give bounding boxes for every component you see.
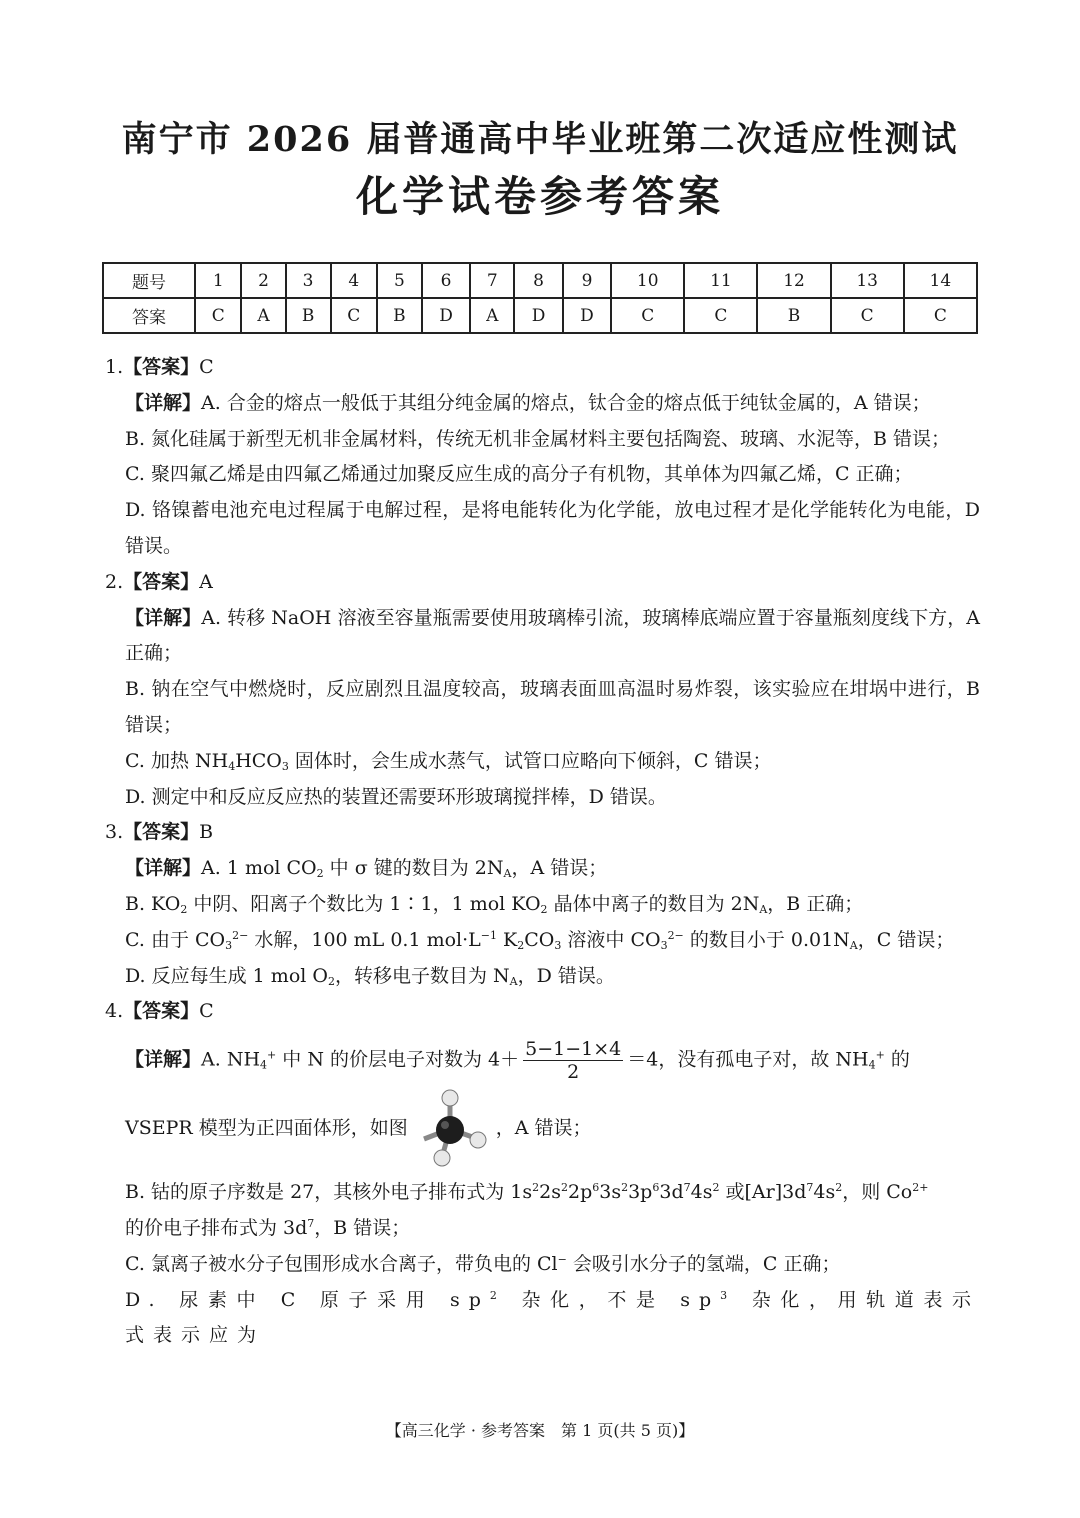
answer-cell: C	[831, 298, 904, 333]
question-1-answer: 1.【答案】C	[105, 356, 214, 378]
orbital-electron-count: 2	[532, 1181, 540, 1195]
answer-cell: D	[563, 298, 611, 333]
answer-cell: A	[241, 298, 285, 333]
orbital-label: 3d	[659, 1181, 684, 1204]
question-3-detail-d: D. 反应每生成 1 mol $O_2$，转移电子数目为 $N_A$，D 错误。	[125, 964, 615, 988]
orbital-label: 3p	[628, 1181, 653, 1204]
answer-cell: B	[757, 298, 830, 333]
question-3-detail-c: C. 由于 $CO_3^{2-}$ 水解，100 mL 0.1 $mol\cdot L^{-1}$ $K_2CO_3$ 溶液中 $CO_3^{2-}$ 的数目小于 $0.01N_A$，C 错误；	[125, 928, 955, 952]
document-title: 化学试卷参考答案	[355, 172, 724, 221]
answer-table	[102, 262, 978, 334]
answer-cell: B	[377, 298, 422, 333]
question-2-answer: 2.【答案】A	[105, 570, 213, 593]
question-number-cell: 3	[286, 263, 331, 298]
question-number-cell: 1	[195, 263, 241, 298]
answer-cell: C	[684, 298, 757, 333]
question-1-detail-c: C. 聚四氟乙烯是由四氟乙烯通过加聚反应生成的高分子有机物，其单体为四氟乙烯，C 正确；	[125, 463, 913, 486]
orbital-electron-count: 7	[683, 1181, 691, 1195]
orbital-label: 2s	[539, 1181, 561, 1204]
orbital-label: 2p	[567, 1181, 593, 1204]
orbital-electron-count: 2	[712, 1181, 720, 1195]
tetrahedral-molecule-model-image	[412, 1089, 492, 1169]
orbital-electron-count: 2	[560, 1181, 568, 1195]
question-number-cell: 6	[422, 263, 470, 298]
answer-table-header-label: 题号	[103, 263, 195, 298]
question-1-detail-d: D. 铬镍蓄电池充电过程属于电解过程，是将电能转化为化学能，放电过程才是化学能转化为电能，D 错误。	[125, 499, 980, 557]
answer-cell: C	[195, 298, 241, 333]
answer-table-answer-label: 答案	[103, 298, 195, 333]
question-4-detail-c: C. 氯离子被水分子包围形成水合离子，带负电的 Cl− 会吸引水分子的氢端，C 正确；	[125, 1252, 841, 1275]
question-2-detail-d: D. 测定中和反应反应热的装置还需要环形玻璃搅拌棒，D 错误。	[125, 785, 667, 808]
question-number-cell: 5	[377, 263, 422, 298]
question-number-cell: 12	[757, 263, 830, 298]
question-4-detail-b-line2: 的价电子排布式为 $3d^7$，B 错误；	[125, 1216, 411, 1239]
question-3-detail-a: 【详解】A. 1 mol $CO_2$ 中 σ 键的数目为 $2N_A$，A 错误；	[125, 857, 608, 881]
question-3-answer: 3.【答案】B	[105, 821, 214, 844]
question-4-detail-a-line2: VSEPR 模型为正四面体形，如图 ，A 错误；	[105, 1089, 980, 1169]
question-2-detail-a: 【详解】A. 转移 NaOH 溶液至容量瓶需要使用玻璃棒引流，玻璃棒底端应置于容量瓶刻度线下方，A 正确；	[125, 606, 980, 665]
question-3-detail-b: B. $KO_2$ 中阴、阳离子个数比为 1∶1，1 mol $KO_2$ 晶体中离子的数目为 $2N_A$，B 正确；	[125, 892, 864, 916]
question-number-cell: 8	[514, 263, 562, 298]
answer-cell: D	[514, 298, 562, 333]
question-number-cell: 7	[470, 263, 514, 298]
answer-cell: C	[904, 298, 977, 333]
question-4-answer: 4.【答案】C	[105, 1000, 214, 1023]
orbital-label: 3s	[599, 1181, 622, 1204]
answer-explanations	[105, 350, 980, 1354]
answer-cell: C	[611, 298, 684, 333]
orbital-electron-count: 2	[621, 1181, 629, 1195]
question-number-cell: 4	[331, 263, 377, 298]
question-1-detail-b: B. 氮化硅属于新型无机非金属材料，传统无机非金属材料主要包括陶瓷、玻璃、水泥等，B 错误；	[125, 427, 951, 450]
fraction: $\frac{5-1-1\times 4}{2}$	[525, 1038, 622, 1084]
orbital-electron-count: 6	[652, 1181, 660, 1195]
orbital-electron-count: 6	[592, 1181, 600, 1195]
answer-cell: B	[286, 298, 331, 333]
answer-table-answer-row	[103, 298, 977, 333]
page-footer: 【高三化学 · 参考答案 第 1 页(共 5 页)】	[385, 1421, 695, 1440]
question-number-cell: 13	[831, 263, 904, 298]
answer-cell: A	[470, 298, 514, 333]
question-number-cell: 9	[563, 263, 611, 298]
question-4-detail-a: 【详解】A. $NH_4^+$ 中 N 的价层电子对数为 4＋ $\frac{5-1-1\times 4}{2}$ ＝4，没有孤电子对，故 $NH_4^+$ 的	[125, 1038, 910, 1084]
question-number-cell: 11	[684, 263, 757, 298]
question-4-detail-b: B. 钴的原子序数是 27，其核外电子排布式为 $1s^22s^22p^63s^23p^63d^74s^2$ 或$[Ar]3d^74s^2$，则 $Co^{2+}$	[125, 1181, 929, 1204]
orbital-label: 4s	[690, 1181, 713, 1204]
answer-cell: C	[331, 298, 377, 333]
exam-title: 南宁市 2026 届普通高中毕业班第二次适应性测试	[121, 119, 959, 160]
question-2-detail-c: C. 加热 $NH_4HCO_3$ 固体时，会生成水蒸气，试管口应略向下倾斜，C 错误；	[125, 749, 772, 773]
answer-cell: D	[422, 298, 470, 333]
question-number-cell: 14	[904, 263, 977, 298]
answer-table-number-row	[103, 263, 977, 298]
question-number-cell: 2	[241, 263, 285, 298]
question-2-detail-b: B. 钠在空气中燃烧时，反应剧烈且温度较高，玻璃表面皿高温时易炸裂，该实验应在坩埚中进行，B 错误；	[125, 678, 980, 736]
question-4-detail-d: D. 尿素中 C 原子采用 $sp^2$ 杂化，不是 $sp^3$ 杂化，用轨道表示式表示应为	[125, 1288, 980, 1347]
question-number-cell: 10	[611, 263, 684, 298]
question-1-detail-a: 【详解】A. 合金的熔点一般低于其组分纯金属的熔点，钛合金的熔点低于纯钛金属的，A 错误；	[125, 391, 931, 414]
